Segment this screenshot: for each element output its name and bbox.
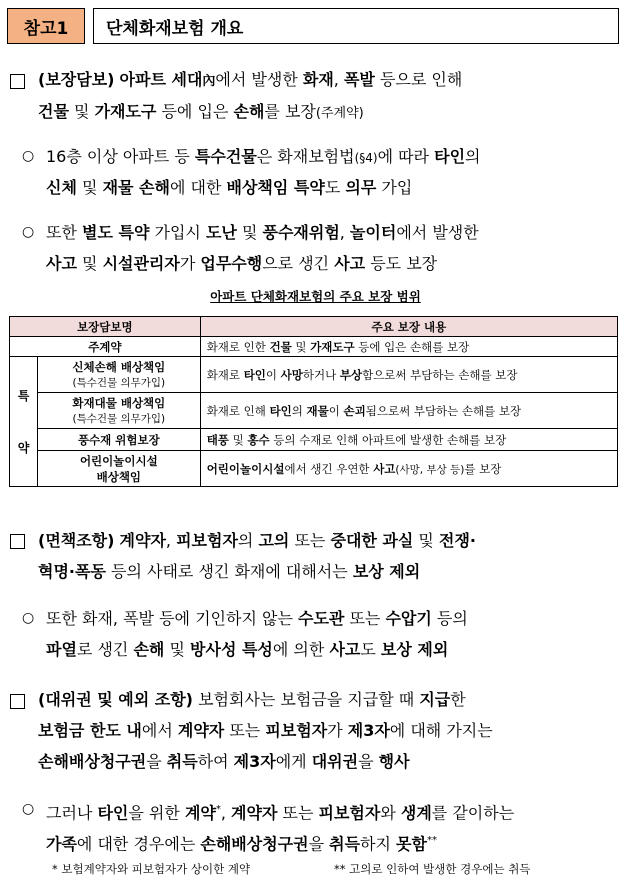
- bullet-2-line-1: 또한 별도 특약 가입시 도난 및 풍수재위험, 놀이터에서 발생한: [46, 223, 479, 242]
- coverage-name: 주계약: [10, 337, 201, 357]
- table-header-content: 주요 보장 내용: [200, 317, 617, 337]
- bullet-4-line-1: 그러나 타인을 위한 계약*, 계약자 또는 피보험자와 생계를 같이하는: [46, 803, 515, 823]
- section-3-line-3: 손해배상청구권을 취득하여 제3자에게 대위권을 행사: [38, 752, 410, 771]
- coverage-description: 태풍 및 홍수 등의 수재로 인해 아파트에 발생한 손해를 보장: [200, 429, 617, 451]
- bullet-circle-2: ○: [22, 224, 35, 240]
- table-row: [10, 337, 618, 357]
- footnote-2: ** 고의로 인하여 발생한 경우에는 취득: [334, 862, 531, 876]
- section-2-line-2: 혁명·폭동 등의 사태로 생긴 화재에 대해서는 보상 제외: [38, 562, 421, 581]
- coverage-name: 풍수재 위험보장: [37, 429, 200, 451]
- bullet-1-line-2: 신체 및 재물 손해에 대한 배상책임 특약도 의무 가입: [46, 178, 413, 197]
- coverage-table: [9, 316, 618, 487]
- reference-tag: 참고1: [7, 8, 85, 44]
- bullet-circle-1: ○: [22, 148, 35, 164]
- section-2-line-1: (면책조항) 계약자, 피보험자의 고의 또는 중대한 과실 및 전쟁·: [38, 531, 476, 550]
- table-row: [10, 451, 618, 487]
- table-header-row: [10, 317, 618, 337]
- section-1-line-2: 건물 및 가재도구 등에 입은 손해를 보장(주계약): [38, 102, 364, 121]
- bullet-3-line-1: 또한 화재, 폭발 등에 기인하지 않는 수도관 또는 수압기 등의: [46, 609, 468, 628]
- coverage-name: 어린이놀이시설 배상책임: [37, 451, 200, 487]
- bullet-circle-3: ○: [22, 610, 35, 626]
- coverage-description: 화재로 인해 타인의 재물이 손괴됨으로써 부담하는 손해를 보장: [200, 393, 617, 429]
- section-3-line-1: (대위권 및 예외 조항) 보험회사는 보험금을 지급할 때 지급한: [38, 690, 466, 709]
- table-row: [10, 429, 618, 451]
- table-row: [10, 393, 618, 429]
- page-title: 단체화재보험 개요: [93, 8, 619, 44]
- section-1-line-1: (보장담보) 아파트 세대內에서 발생한 화재, 폭발 등으로 인해: [38, 70, 463, 89]
- section-checkbox-1: [10, 74, 25, 89]
- table-row: [10, 357, 618, 393]
- coverage-name: 화재대물 배상책임 (특수건물 의무가입): [37, 393, 200, 429]
- coverage-description: 화재로 타인이 사망하거나 부상함으로써 부담하는 손해를 보장: [200, 357, 617, 393]
- table-header-coverage: 보장담보명: [10, 317, 201, 337]
- bullet-4-line-2: 가족에 대한 경우에는 손해배상청구권을 취득하지 못함**: [46, 834, 437, 854]
- section-3-line-2: 보험금 한도 내에서 계약자 또는 피보험자가 제3자에 대해 가지는: [38, 721, 493, 740]
- rider-group-label: 특 약: [10, 357, 38, 487]
- section-checkbox-3: [10, 694, 25, 709]
- bullet-1-line-1: 16층 이상 아파트 등 특수건물은 화재보험법(§4)에 따라 타인의: [46, 147, 481, 166]
- bullet-2-line-2: 사고 및 시설관리자가 업무수행으로 생긴 사고 등도 보장: [46, 254, 438, 273]
- coverage-name: 신체손해 배상책임 (특수건물 의무가입): [37, 357, 200, 393]
- table-caption: 아파트 단체화재보험의 주요 보장 범위: [210, 289, 421, 304]
- coverage-description: 화재로 인한 건물 및 가재도구 등에 입은 손해를 보장: [200, 337, 617, 357]
- header: [7, 8, 619, 44]
- coverage-description: 어린이놀이시설에서 생긴 우연한 사고(사망, 부상 등)를 보장: [200, 451, 617, 487]
- bullet-3-line-2: 파열로 생긴 손해 및 방사성 특성에 의한 사고도 보상 제외: [46, 640, 449, 659]
- bullet-circle-4: ○: [22, 801, 35, 817]
- section-checkbox-2: [10, 534, 25, 549]
- footnote-1: * 보험계약자와 피보험자가 상이한 계약: [52, 862, 251, 876]
